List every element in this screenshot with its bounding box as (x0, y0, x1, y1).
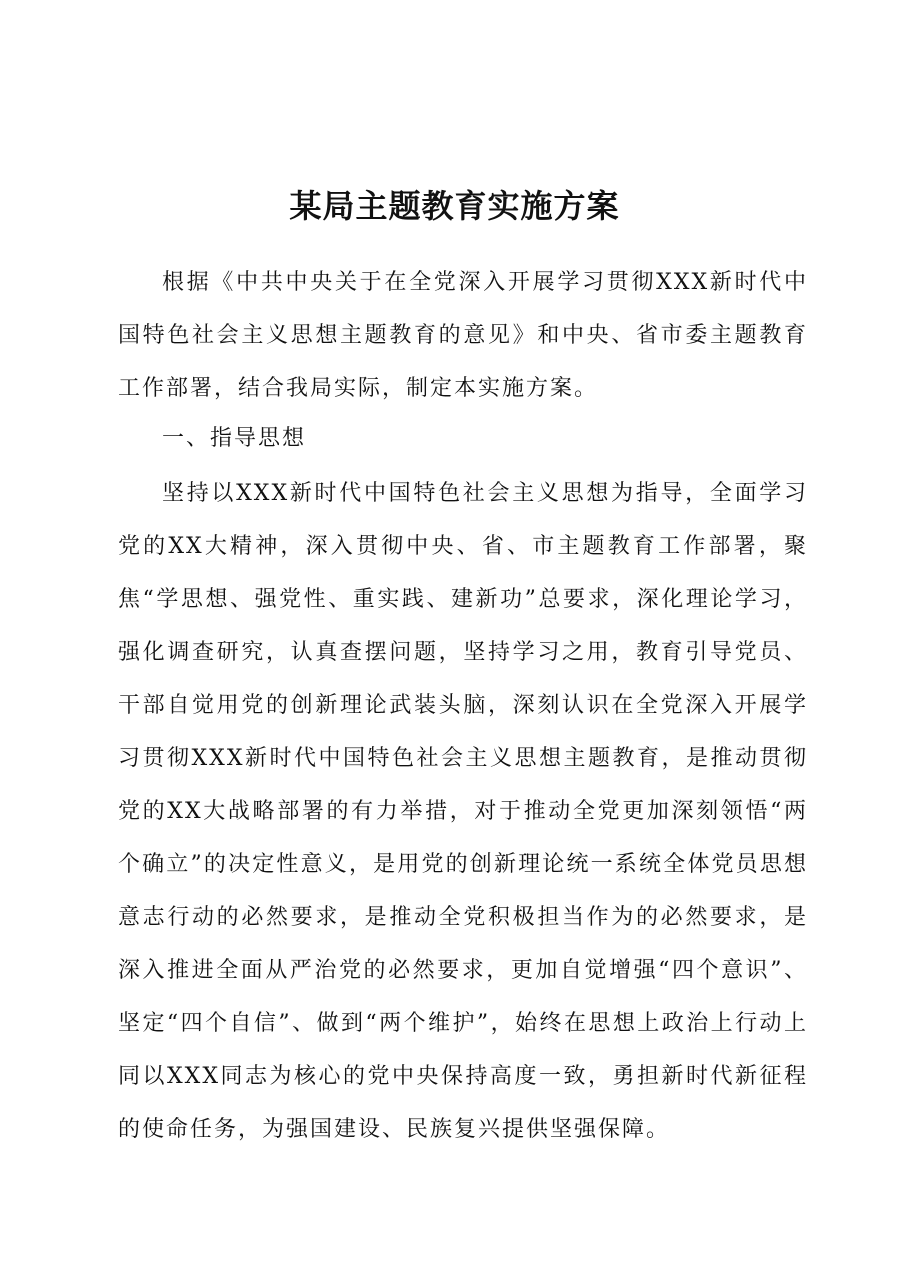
document-title: 某局主题教育实施方案 (289, 187, 620, 225)
intro-paragraph: 根据《中共中央关于在全党深入开展学习贯彻XXX新时代中国特色社会主义思想主题教育的意见》和中央、省市委主题教育工作部署，结合我局实际，制定本实施方案。 (118, 270, 808, 401)
section-heading: 一、指导思想 (162, 426, 307, 451)
guiding-ideology-paragraph: 坚持以XXX新时代中国特色社会主义思想为指导，全面学习党的XX大精神，深入贯彻中央、省、市主题教育工作部署，聚焦“学思想、强党性、重实践、建新功”总要求，深化理论学习，强化调查研究，认真查摆问题，坚持学习之用，教育引导党员、干部自觉用党的创新理论武装头脑，深刻认识在全党深入开展学习贯彻XXX新时代中国特色社会主义思想主题教育，是推动贯彻党的XX大战略部署的有力举措，对于推动全党更加深刻领悟“两个确立”的决定性意义，是用党的创新理论统一系统全体党员思想意志行动的必然要求，是推动全党积极担当作为的必然要求，是深入推进全面从严治党的必然要求，更加自觉增强“四个意识”、坚定“四个自信”、做到“两个维护”，始终在思想上政治上行动上同以XXX同志为核心的党中央保持高度一致，勇担新时代新征程的使命任务，为强国建设、民族复兴提供坚强保障。 (118, 481, 808, 1142)
